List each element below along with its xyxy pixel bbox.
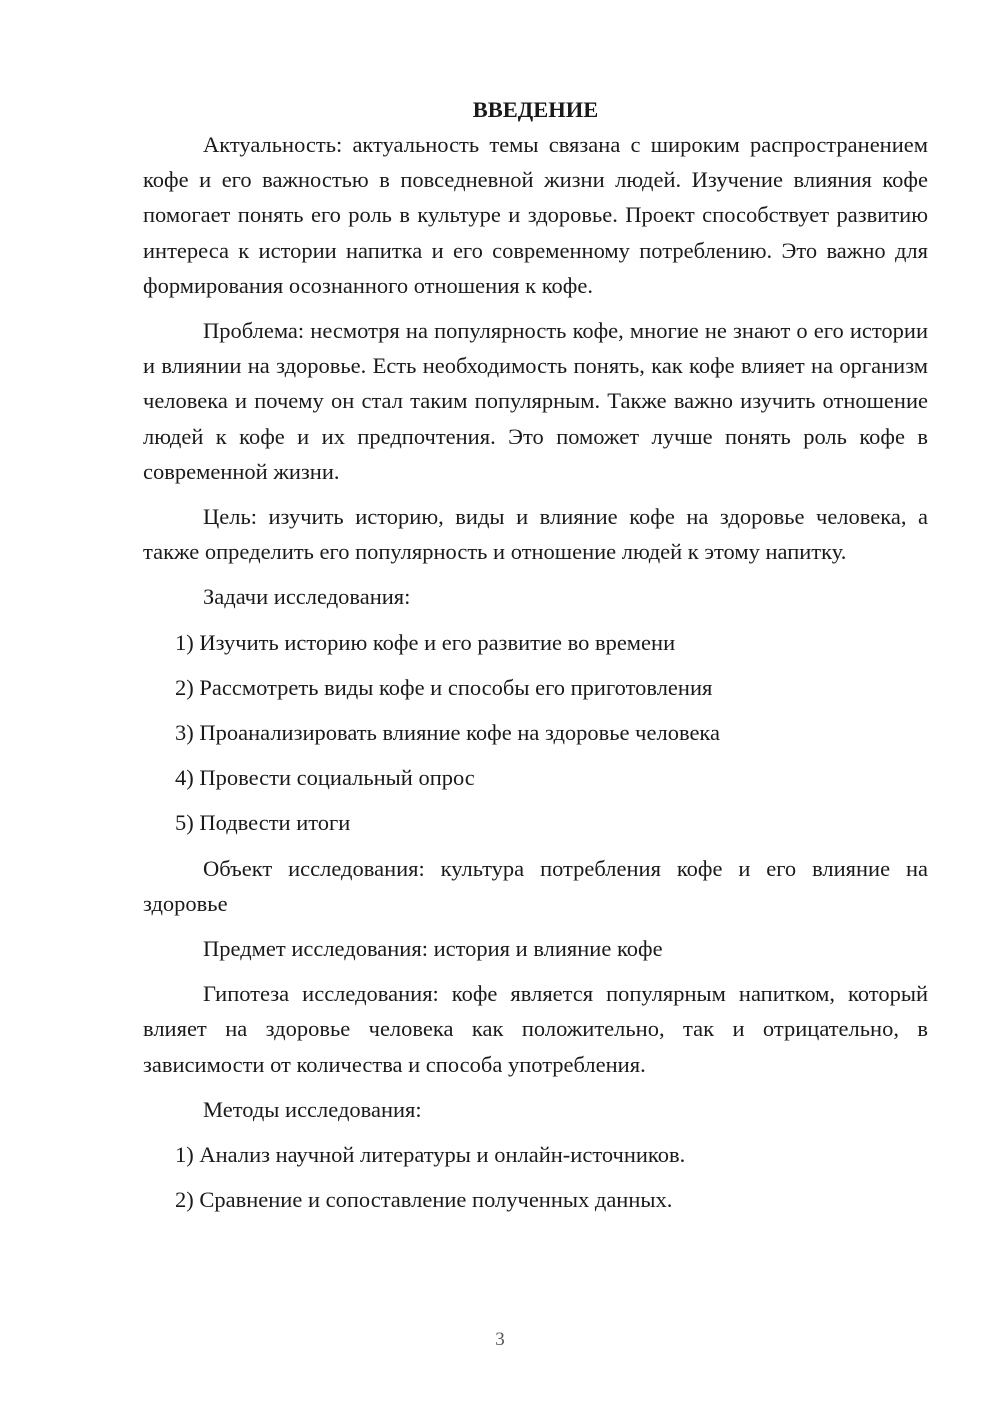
task-item: 4) Провести социальный опрос — [175, 765, 475, 791]
task-item: 1) Изучить историю кофе и его развитие во времени — [175, 629, 676, 655]
relevance-paragraph: Актуальность: актуальность темы связана с широким распространением кофе и его важностью в повседневной жизни людей. Изучение влияния кофе помогает понять его роль в культуре и здоровье. Проект способствует развитию интереса к истории напитка и его современному потреблению. Это важно для формирования осознанного отношения к кофе. — [143, 132, 928, 298]
object-paragraph: Объект исследования: культура потребления кофе и его влияние на здоровье — [143, 855, 928, 916]
task-item: 2) Рассмотреть виды кофе и способы его приготовления — [175, 674, 713, 700]
goal-paragraph: Цель: изучить историю, виды и влияние кофе на здоровье человека, а также определить его популярность и отношение людей к этому напитку. — [143, 504, 928, 565]
section-title: ВВЕДЕНИЕ — [472, 97, 599, 122]
methods-heading: Методы исследования: — [203, 1096, 422, 1122]
subject-paragraph: Предмет исследования: история и влияние кофе — [203, 936, 663, 962]
method-item: 1) Анализ научной литературы и онлайн-источников. — [175, 1142, 686, 1168]
page-number: 3 — [495, 1329, 505, 1350]
task-item: 5) Подвести итоги — [175, 810, 351, 836]
problem-paragraph: Проблема: несмотря на популярность кофе, многие не знают о его истории и влиянии на здоровье. Есть необходимость понять, как кофе влияет на организм человека и почему он стал таким популярным. Также важно изучить отношение людей к кофе и их предпочтения. Это поможет лучше понять роль кофе в современной жизни. — [143, 318, 928, 484]
method-item: 2) Сравнение и сопоставление полученных данных. — [175, 1187, 673, 1213]
task-item: 3) Проанализировать влияние кофе на здоровье человека — [175, 720, 721, 746]
hypothesis-paragraph: Гипотеза исследования: кофе является популярным напитком, который влияет на здоровье человека как положительно, так и отрицательно, в зависимости от количества и способа употребления. — [143, 981, 928, 1077]
tasks-heading: Задачи исследования: — [203, 584, 411, 610]
document-page — [143, 92, 928, 1227]
